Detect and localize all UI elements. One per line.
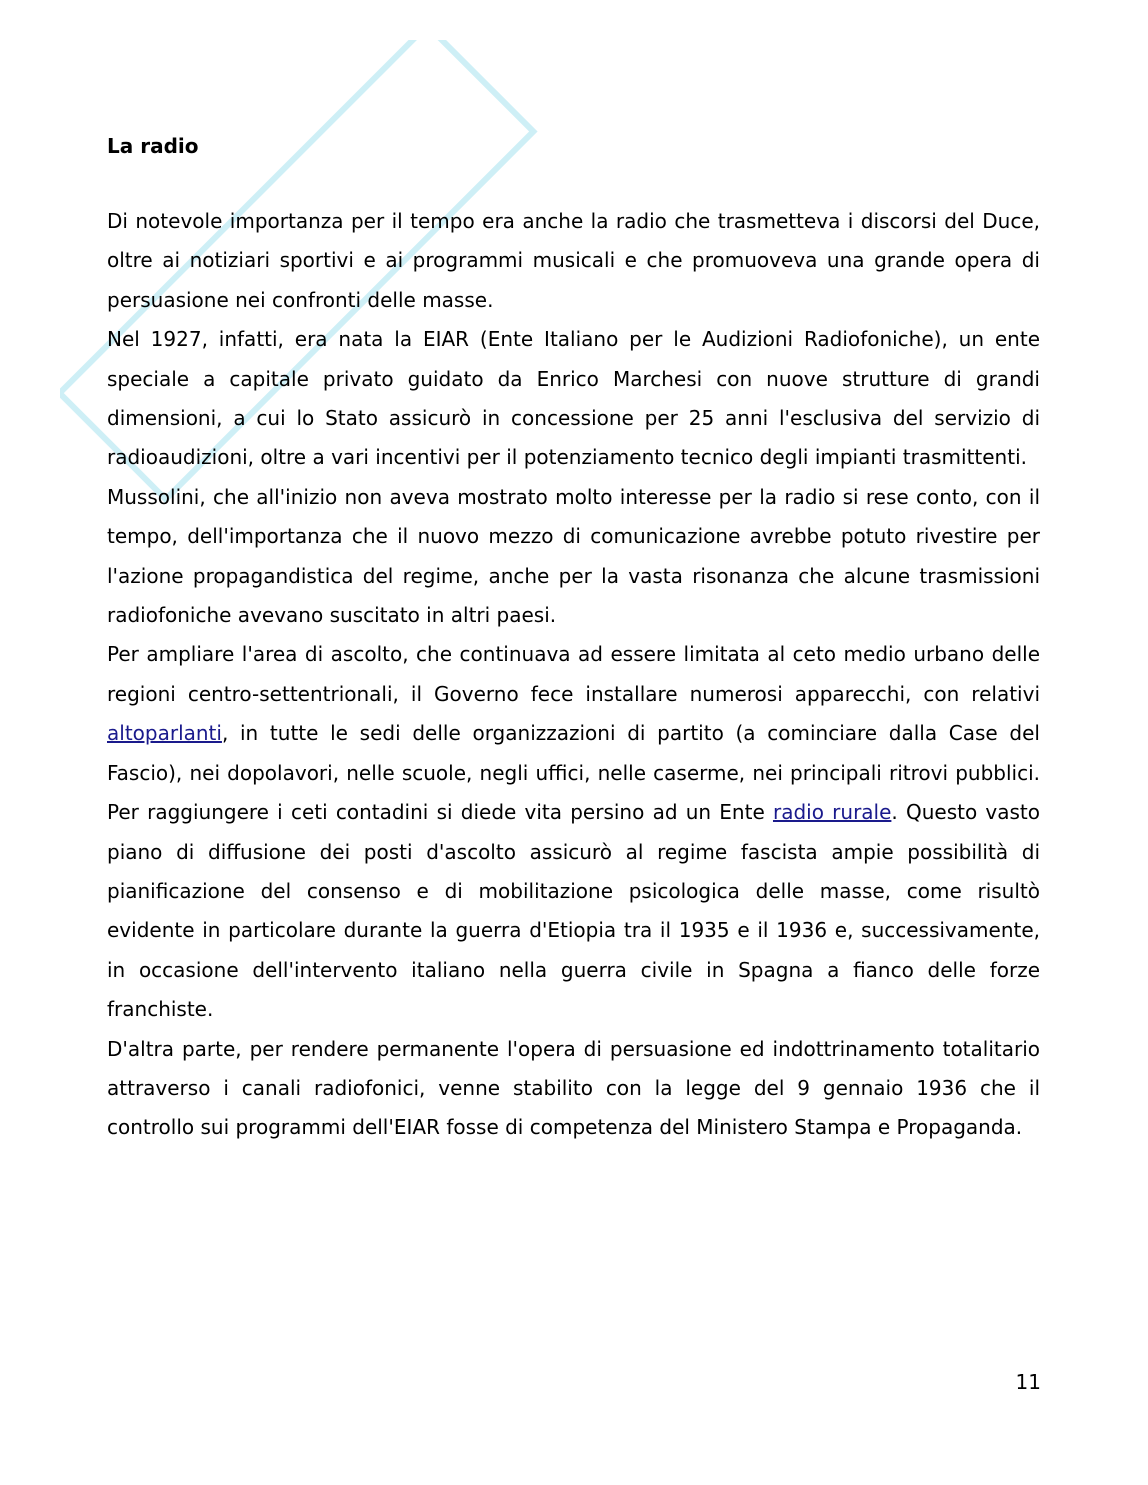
paragraph-intro: Di notevole importanza per il tempo era anche la radio che trasmetteva i discorsi del Duce, oltre ai notiziari sportivi e ai programmi musicali e che promuoveva una grande opera di persuasione nei confronti delle masse. (107, 209, 1040, 312)
paragraph-mussolini: Mussolini, che all'inizio non aveva mostrato molto interesse per la radio si rese conto, con il tempo, dell'importanza che il nuovo mezzo di comunicazione avrebbe potuto rivestire per l'azione propagandistica del regime, anche per la vasta risonanza che alcune trasmissioni radiofoniche avevano suscitato in altri paesi. (107, 484, 1040, 628)
paragraph-diffusion-text-2: , in tutte le sedi delle organizzazioni di partito (a cominciare dalla Case del Fascio), nei dopolavori, nelle scuole, negli uffici, nelle caserme, nei principali ritrovi pubblici. Per raggiungere i ceti contadini si diede vita persino ad un Ente (107, 721, 1040, 825)
section-title: La radio (107, 134, 199, 158)
paragraph-diffusion-text-1: Per ampliare l'area di ascolto, che continuava ad essere limitata al ceto medio urbano delle regioni centro-settentrionali, il Governo fece installare numerosi apparecchi, con relativi (107, 642, 1040, 706)
page-number: 11 (1015, 1370, 1041, 1394)
paragraph-diffusion-text-3: . Questo vasto piano di diffusione dei posti d'ascolto assicurò al regime fascista ampie possibilità di pianificazione del consenso e di mobilitazione psicologica delle masse, come risultò evidente in particolare durante la guerra d'Etiopia tra il 1935 e il 1936 e, successivamente, in occasione dell'intervento italiano nella guerra civile in Spagna a fianco delle forze franchiste. (107, 800, 1041, 1022)
paragraph-eiar: Nel 1927, infatti, era nata la EIAR (Ente Italiano per le Audizioni Radiofoniche), un ente speciale a capitale privato guidato da Enrico Marchesi con nuove strutture di grandi dimensioni, a cui lo Stato assicurò in concessione per 25 anni l'esclusiva del servizio di radioaudizioni, oltre a vari incentivi per il potenziamento tecnico degli impianti trasmittenti. (107, 327, 1040, 470)
altoparlanti-link[interactable]: altoparlanti (107, 721, 222, 746)
paragraph-legge: D'altra parte, per rendere permanente l'opera di persuasione ed indottrinamento totalitario attraverso i canali radiofonici, venne stabilito con la legge del 9 gennaio 1936 che il controllo sui programmi dell'EIAR fosse di competenza del Ministero Stampa e Propaganda. (107, 1036, 1040, 1140)
paragraph-diffusion (107, 635, 1040, 1029)
document-body (107, 128, 1040, 1148)
radio-rurale-link[interactable]: radio rurale (772, 800, 892, 825)
